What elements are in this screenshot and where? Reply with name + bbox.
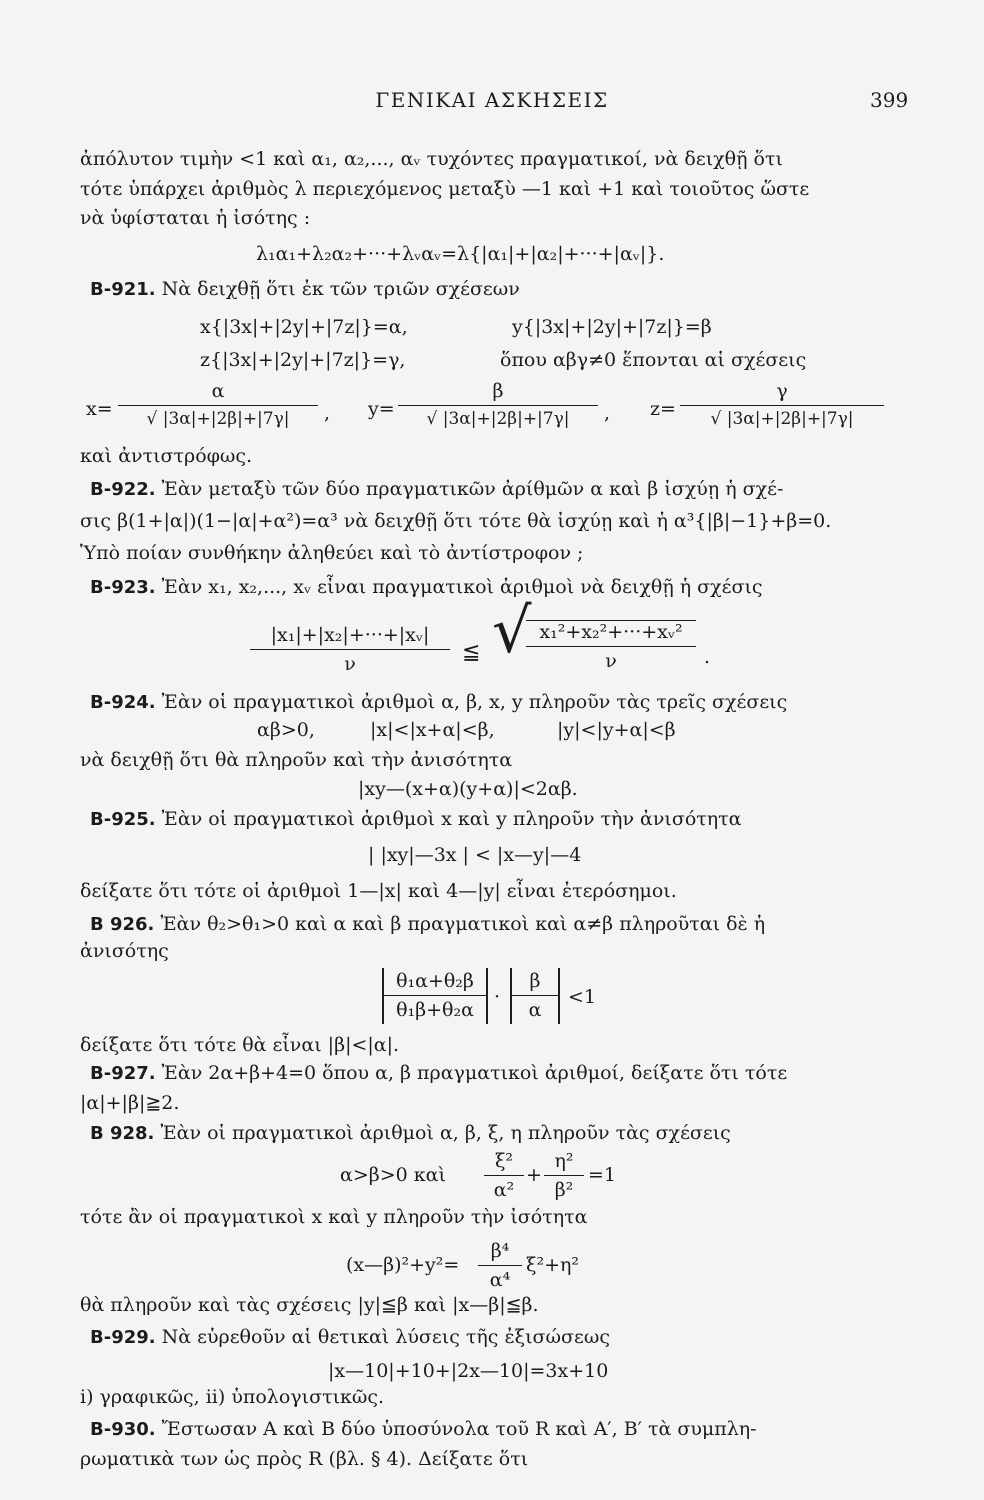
text-line: σις β(1+|α|)(1−|α|+α²)=α³ νὰ δειχθῇ ὅτι τότε θὰ ἰσχύῃ καὶ ἡ α³{|β|−1}+β=0.: [80, 510, 832, 532]
equation: | |xy|—3x | < |x—y|—4: [368, 844, 582, 866]
text-line: δείξατε ὅτι τότε θὰ εἶναι |β|<|α|.: [80, 1034, 400, 1056]
exercise-b928: [90, 1124, 731, 1143]
abs-bar: [558, 968, 560, 1024]
fraction-numerator: β: [529, 970, 541, 992]
equation-lhs: z=: [650, 398, 676, 420]
exercise-text: Ἐὰν μεταξὺ τῶν δύο πραγματικῶν ἀρίθμῶν α καὶ β ἰσχύῃ ἡ σχέ-: [161, 478, 784, 500]
comma: ,: [604, 402, 611, 424]
text-line: τότε ἂν οἱ πραγματικοὶ x καὶ y πληροῦν τὴν ἰσότητα: [80, 1206, 588, 1228]
exercise-text: Ἔστωσαν A καὶ B δύο ὑποσύνολα τοῦ R καὶ A′, B′ τὰ συμπλη-: [161, 1418, 757, 1440]
exercise-b925: [90, 810, 742, 829]
fraction-eta: [544, 1150, 584, 1201]
exercise-text: Ἐὰν οἱ πραγματικοὶ ἀριθμοὶ x καὶ y πληροῦν τὴν ἀνισότητα: [161, 808, 742, 830]
exercise-b923: [90, 578, 763, 597]
exercise-label: B-929.: [90, 1327, 156, 1348]
text-line: τότε ὑπάρχει ἀριθμὸς λ περιεχόμενος μεταξὺ —1 καὶ +1 καὶ τοιοῦτος ὥστε: [80, 178, 810, 200]
period: .: [704, 646, 711, 668]
text-line: ὅπου αβγ≠0 ἕπονται αἱ σχέσεις: [500, 349, 807, 371]
text-line: Ὑπὸ ποίαν συνθήκην ἀληθεύει καὶ τὸ ἀντίστροφον ;: [80, 542, 584, 564]
text-line: δείξατε ὅτι τότε οἱ ἀριθμοὶ 1—|x| καὶ 4—|y| εἶναι ἑτερόσημοι.: [80, 880, 677, 902]
fraction-theta: [384, 970, 486, 1021]
fraction-x: [118, 380, 318, 429]
fraction-denominator: √ |3α|+|2β|+|7γ|: [680, 405, 884, 429]
page-number: 399: [870, 88, 909, 112]
text-line: θὰ πληροῦν καὶ τὰς σχέσεις |y|≦β καὶ |x—β|≦β.: [80, 1294, 539, 1316]
fraction-lhs: [250, 624, 450, 675]
exercise-label: B 928.: [90, 1123, 155, 1144]
exercise-b924: [90, 693, 787, 712]
exercise-b929: [90, 1328, 610, 1347]
comma: ,: [324, 402, 331, 424]
exercise-text: Νὰ δειχθῇ ὅτι ἐκ τῶν τριῶν σχέσεων: [161, 278, 520, 300]
exercise-text: Ἐὰν x₁, x₂,..., xᵥ εἶναι πραγματικοὶ ἀριθμοὶ νὰ δειχθῇ ἡ σχέσις: [161, 576, 763, 598]
exercise-text: Ἐὰν 2α+β+4=0 ὅπου α, β πραγματικοὶ ἀριθμοί, δείξατε ὅτι τότε: [161, 1062, 788, 1084]
fraction-beta-alpha: [512, 970, 558, 1021]
fraction-denominator: ν: [526, 646, 696, 672]
exercise-text: Νὰ εὑρεθοῦν αἱ θετικαὶ λύσεις τῆς ἐξισώσεως: [161, 1326, 610, 1348]
equation: |y|<|y+α|<β: [557, 719, 676, 741]
fraction-denominator: α: [512, 995, 558, 1021]
fraction-numerator: |x₁|+|x₂|+···+|xᵥ|: [270, 624, 430, 646]
exercise-label: B-924.: [90, 692, 156, 713]
text-line: ρωματικὰ των ὡς πρὸς R (βλ. § 4). Δείξατε ὅτι: [80, 1448, 529, 1470]
exercise-label: B-927.: [90, 1063, 156, 1084]
plus: +: [526, 1164, 542, 1186]
equation: y{|3x|+|2y|+|7z|}=β: [512, 316, 712, 338]
exercise-label: B-922.: [90, 479, 156, 500]
exercise-b930: [90, 1420, 757, 1439]
text-line: νὰ δειχθῇ ὅτι θὰ πληροῦν καὶ τὴν ἀνισότητα: [80, 749, 513, 771]
text-line: |α|+|β|≧2.: [80, 1092, 180, 1114]
fraction-numerator: x₁²+x₂²+···+xᵥ²: [539, 621, 683, 643]
fraction-denominator: β²: [544, 1175, 584, 1201]
fraction-denominator: √ |3α|+|2β|+|7γ|: [118, 405, 318, 429]
relation: ≦: [462, 640, 481, 665]
equation: z{|3x|+|2y|+|7z|}=γ,: [200, 349, 406, 371]
fraction-beta4: [478, 1240, 522, 1291]
fraction-y: [398, 380, 598, 429]
exercise-label: B-921.: [90, 279, 156, 300]
fraction-xi: [484, 1150, 524, 1201]
text-line: i) γραφικῶς, ii) ὑπολογιστικῶς.: [80, 1386, 385, 1408]
fraction-numerator: α: [211, 380, 225, 402]
fraction-numerator: β: [492, 380, 504, 402]
text-line: ἀπόλυτον τιμὴν <1 καὶ α₁, α₂,..., αᵥ τυχόντες πραγματικοί, νὰ δειχθῇ ὅτι: [80, 148, 783, 170]
exercise-b927: [90, 1064, 787, 1083]
exercise-b926: [90, 915, 765, 934]
fraction-rhs: [526, 620, 696, 672]
fraction-numerator: θ₁α+θ₂β: [396, 970, 474, 992]
exercise-label: B-925.: [90, 809, 156, 830]
text-line: ἀνισότης: [80, 940, 169, 962]
equation: α>β>0 καὶ: [340, 1164, 446, 1186]
exercise-text: Ἐὰν θ₂>θ₁>0 καὶ α καὶ β πραγματικοὶ καὶ α≠β πληροῦται δὲ ἡ: [160, 913, 766, 935]
text-line: νὰ ὑφίσταται ἡ ἰσότης :: [80, 207, 311, 229]
exercise-label: B-930.: [90, 1419, 156, 1440]
fraction-z: [680, 380, 884, 429]
equation: |x—10|+10+|2x—10|=3x+10: [328, 1360, 609, 1382]
fraction-denominator: θ₁β+θ₂α: [384, 995, 486, 1021]
fraction-denominator: √ |3α|+|2β|+|7γ|: [398, 405, 598, 429]
equation: =1: [588, 1164, 617, 1186]
exercise-label: B 926.: [90, 914, 155, 935]
equation: λ₁α₁+λ₂α₂+···+λᵥαᵥ=λ{|α₁|+|α₂|+···+|αᵥ|}.: [256, 243, 665, 265]
exercise-text: Ἐὰν οἱ πραγματικοὶ ἀριθμοὶ α, β, ξ, η πληροῦν τὰς σχέσεις: [160, 1122, 731, 1144]
fraction-denominator: α⁴: [478, 1265, 522, 1291]
equation: x{|3x|+|2y|+|7z|}=α,: [200, 316, 408, 338]
dot-operator: ·: [494, 986, 501, 1008]
relation: <1: [568, 986, 597, 1008]
fraction-numerator: η²: [554, 1150, 574, 1172]
equation: (x—β)²+y²=: [346, 1254, 460, 1276]
fraction-numerator: γ: [776, 380, 788, 402]
equation: ξ²+η²: [526, 1254, 580, 1276]
sqrt-icon: √: [492, 594, 532, 667]
equation: |xy—(x+α)(y+α)|<2αβ.: [358, 778, 578, 800]
exercise-b921: [90, 280, 520, 299]
exercise-label: B-923.: [90, 577, 156, 598]
exercise-text: Ἐὰν οἱ πραγματικοὶ ἀριθμοὶ α, β, x, y πληροῦν τὰς τρεῖς σχέσεις: [161, 691, 788, 713]
equation-lhs: y=: [368, 398, 395, 420]
fraction-numerator: β⁴: [490, 1240, 510, 1262]
fraction-denominator: α²: [484, 1175, 524, 1201]
equation: αβ>0,: [257, 719, 315, 741]
abs-bar: [486, 968, 488, 1024]
equation-lhs: x=: [86, 398, 113, 420]
running-header: ΓΕΝΙΚΑΙ ΑΣΚΗΣΕΙΣ: [375, 88, 609, 112]
fraction-denominator: ν: [250, 649, 450, 675]
equation: |x|<|x+α|<β,: [370, 719, 495, 741]
exercise-b922: [90, 480, 783, 499]
fraction-numerator: ξ²: [494, 1150, 514, 1172]
text-line: καὶ ἀντιστρόφως.: [80, 445, 253, 467]
